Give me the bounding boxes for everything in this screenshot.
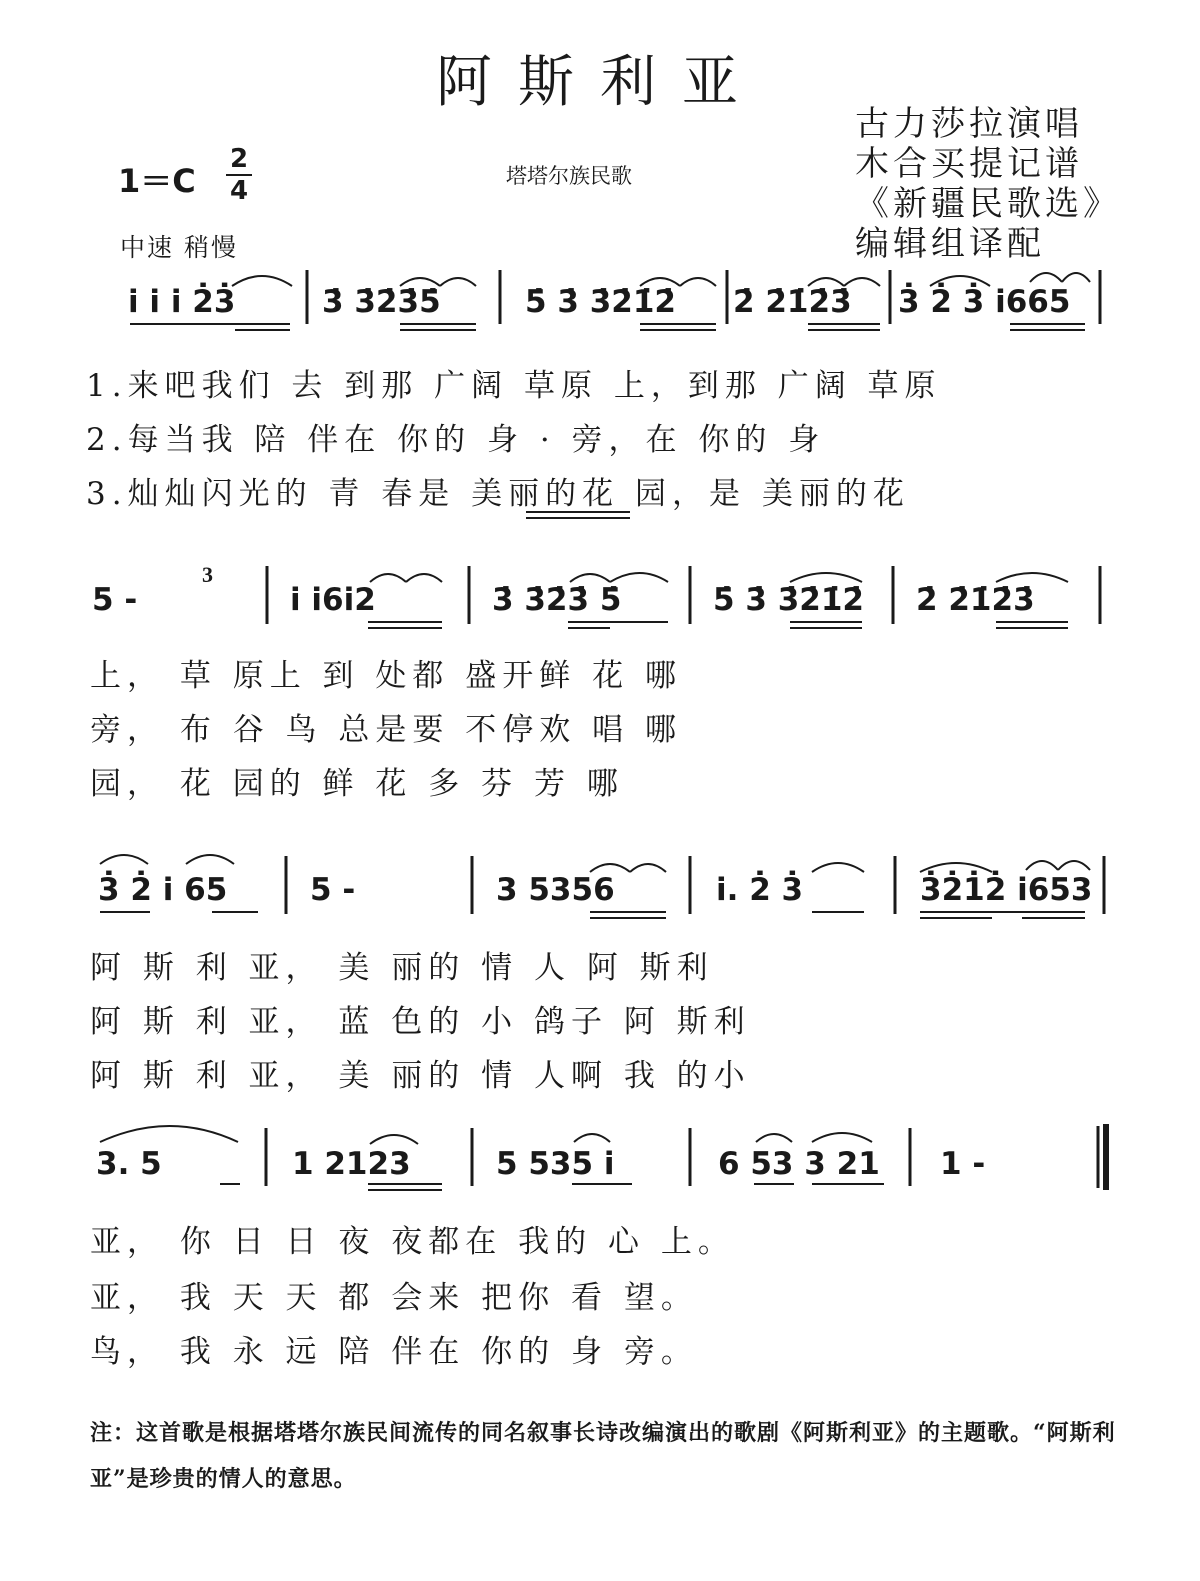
measure-1-5: 3̇ 2̇ 3̇ i665 — [898, 284, 1071, 320]
genre-label: 塔塔尔族民歌 — [506, 164, 632, 188]
measure-3-4: i. 2̇ 3̇ — [716, 872, 804, 908]
lyric-2-2: 旁， 布 谷 鸟 总是要 不停欢 唱 哪 — [90, 712, 682, 748]
lyric-1-1: 1.来吧我们 去 到那 广阔 草原 上，到那 广阔 草原 — [86, 368, 942, 404]
measure-3-3: 3 5356 — [496, 872, 615, 908]
lyric-4-1: 亚， 你 日 日 夜 夜都在 我的 心 上。 — [90, 1224, 735, 1260]
time-signature-top: 2 — [229, 144, 249, 174]
lyric-4-2: 亚， 我 天 天 都 会来 把你 看 望。 — [90, 1280, 698, 1316]
notation-system-3 — [0, 848, 1200, 928]
lyric-4-3: 鸟， 我 永 远 陪 伴在 你的 身 旁。 — [90, 1334, 698, 1370]
tempo-marking: 中速 稍慢 — [120, 233, 238, 262]
measure-4-5: 1 - — [940, 1146, 986, 1182]
measure-1-2: 3̇ 3̇2̇3̇5̇ — [322, 284, 441, 320]
notation-system-4 — [0, 1122, 1200, 1202]
credit-singer: 古力莎拉演唱 — [855, 104, 1083, 144]
credit-translator: 编辑组译配 — [855, 224, 1045, 264]
grace-note: 3 — [202, 562, 213, 587]
measure-4-3: 5 535 i — [496, 1146, 615, 1182]
lyric-2-3: 园， 花 园的 鲜 花 多 芬 芳 哪 — [90, 766, 624, 802]
lyric-3-1: 阿 斯 利 亚， 美 丽的 情 人 阿 斯利 — [90, 950, 714, 986]
measure-1-1: i i i 2̇3̇ — [128, 284, 236, 320]
measure-2-3: 3̇ 3̇2̇3̇ 5̇ — [492, 582, 622, 618]
notation-system-1 — [0, 258, 1200, 338]
footnote: 注：这首歌是根据塔塔尔族民间流传的同名叙事长诗改编演出的歌剧《阿斯利亚》的主题歌。“阿斯利亚”是珍贵的情人的意思。 — [90, 1420, 1116, 1492]
measure-4-2: 1 2123 — [292, 1146, 411, 1182]
notation-system-2 — [0, 560, 1200, 640]
time-signature-bottom: 4 — [229, 176, 249, 206]
key-signature: 1＝C — [118, 162, 196, 200]
measure-2-4: 5̇ 3̇ 3̇2̇1̇2̇ — [713, 582, 865, 618]
time-signature — [226, 146, 252, 204]
lyric-underline — [0, 508, 1200, 524]
lyric-3-2: 阿 斯 利 亚， 蓝 色的 小 鸽子 阿 斯利 — [90, 1004, 751, 1040]
lyric-2-1: 上， 草 原上 到 处都 盛开鲜 花 哪 — [90, 658, 682, 694]
measure-2-5: 2̇ 2̇1̇2̇3̇ — [916, 582, 1035, 618]
measure-4-4: 6 53 3 21 — [718, 1146, 880, 1182]
measure-3-5: 3̇2̇1̇2̇ i653 — [920, 872, 1093, 908]
credit-source: 《新疆民歌选》 — [855, 184, 1121, 224]
lyric-1-2: 2.每当我 陪 伴在 你的 身 · 旁，在 你的 身 — [86, 422, 826, 458]
lyric-3-3: 阿 斯 利 亚， 美 丽的 情 人啊 我 的小 — [90, 1058, 751, 1094]
measure-2-2: i i6i2 — [290, 582, 376, 618]
song-title: 阿斯利亚 — [436, 50, 764, 115]
measure-1-3: 5̇ 3̇ 3̇2̇1̇2̇ — [525, 284, 677, 320]
measure-2-1: 5 - — [92, 582, 138, 618]
measure-3-1: 3̇ 2̇ i 65 — [98, 872, 228, 908]
credit-transcriber: 木合买提记谱 — [855, 144, 1083, 184]
lyric-1-3: 3.灿灿闪光的 青 春是 美丽的花 园，是 美丽的花 — [86, 476, 910, 512]
measure-4-1: 3. 5 — [96, 1146, 162, 1182]
measure-1-4: 2̇ 2̇1̇2̇3̇ — [733, 284, 852, 320]
measure-3-2: 5 - — [310, 872, 356, 908]
credits-block — [855, 104, 1121, 264]
